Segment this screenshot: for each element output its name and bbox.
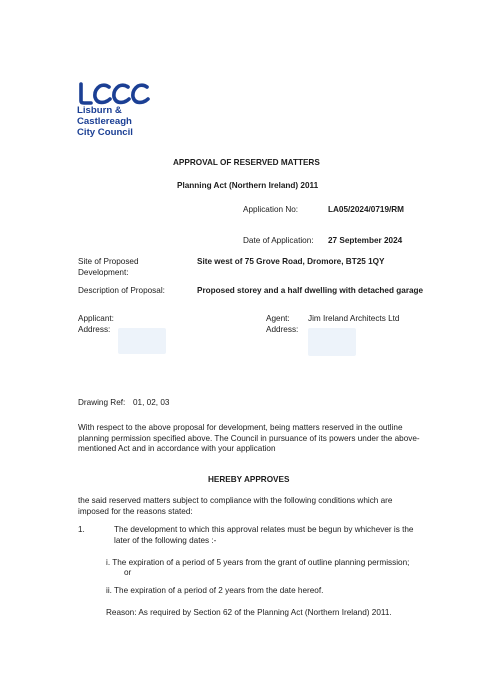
applicant-block	[78, 314, 114, 335]
applicant-redacted-block	[118, 328, 166, 354]
application-date-value: 27 September 2024	[328, 236, 403, 245]
lccc-logo-mark-icon	[76, 80, 156, 106]
condition-1-text: The development to which this approval relates must be begun by whichever is the later of the following dates :-	[114, 525, 414, 545]
application-date-label: Date of Application:	[243, 236, 314, 245]
drawing-ref-label: Drawing Ref:	[78, 398, 126, 407]
document-title: APPROVAL OF RESERVED MATTERS	[173, 158, 320, 167]
applicant-address-label: Address:	[78, 324, 111, 334]
agent-block	[266, 314, 298, 335]
condition-1-item-i: i. The expiration of a period of 5 years from the grant of outline planning permission;	[106, 558, 410, 567]
condition-1-reason: Reason: As required by Section 62 of the Planning Act (Northern Ireland) 2011.	[106, 608, 392, 617]
drawing-ref-value: 01, 02, 03	[133, 398, 170, 407]
condition-1-number: 1.	[78, 525, 85, 534]
agent-value: Jim Ireland Architects Ltd	[308, 314, 400, 323]
intro-paragraph: With respect to the above proposal for development, being matters reserved in the outline planning permission specified above. The Council in pursuance of its powers under the above-mentioned Act and in accordance with your application	[78, 423, 420, 454]
application-no-label: Application No:	[243, 205, 299, 214]
application-no-value: LA05/2024/0719/RM	[328, 205, 405, 214]
council-name-line2: Castlereagh	[77, 115, 132, 127]
proposal-value: Proposed storey and a half dwelling with detached garage	[197, 286, 424, 295]
council-logo	[76, 80, 156, 106]
site-label	[78, 257, 139, 278]
council-name	[77, 106, 133, 138]
applicant-label: Applicant:	[78, 314, 114, 323]
agent-label: Agent:	[266, 314, 290, 323]
site-label-line2: Development:	[78, 267, 129, 277]
site-value: Site west of 75 Grove Road, Dromore, BT25 1QY	[197, 257, 385, 266]
council-name-line1: Lisburn &	[77, 105, 122, 116]
agent-address-label: Address:	[266, 324, 299, 334]
condition-1-or: or	[124, 568, 132, 577]
proposal-label: Description of Proposal:	[78, 286, 165, 295]
conditions-intro: the said reserved matters subject to compliance with the following conditions which are imposed for the reasons stated:	[78, 496, 393, 516]
approves-heading: HEREBY APPROVES	[208, 475, 290, 484]
site-label-line1: Site of Proposed	[78, 257, 139, 266]
council-name-line3: City Council	[77, 126, 133, 138]
condition-1-item-ii: ii. The expiration of a period of 2 years from the date hereof.	[106, 586, 324, 595]
agent-address-redacted-block	[308, 328, 356, 356]
act-title: Planning Act (Northern Ireland) 2011	[177, 181, 319, 190]
